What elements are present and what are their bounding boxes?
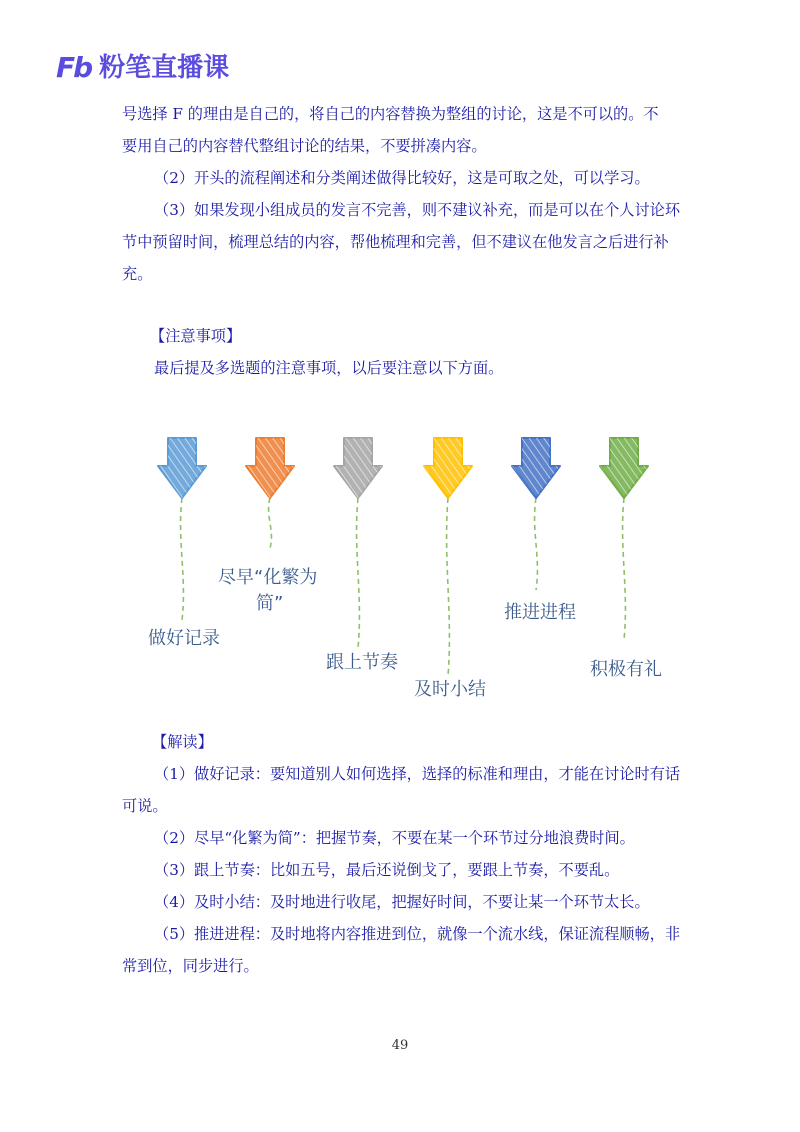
arrow-balloon-6 [590,438,662,680]
arrow-balloon-2 [218,438,317,614]
paragraph-3: （3）如果发现小组成员的发言不完善，则不建议补充，而是可以在个人讨论环节中预留时间，梳理总结的内容，帮他梳理和完善，但不建议在他发言之后进行补充。 [122,201,681,283]
reading-item-4: （4）及时小结：及时地进行收尾，把握好时间，不要让某一个环节太长。 [154,893,650,911]
arrow-hatch [600,438,648,498]
arrow-balloons-figure [120,430,680,710]
brand-name: 粉笔直播课 [99,53,230,83]
arrow-balloon-4 [414,438,486,700]
arrow-label: 积极有礼 [590,659,662,680]
reading-heading: 【解读】 [152,733,213,751]
dashed-string [269,498,272,548]
paragraph-2: （2）开头的流程阐述和分类阐述做得比较好，这是可取之处，可以学习。 [154,169,650,187]
notes-heading: 【注意事项】 [150,327,242,345]
arrow-balloon-3 [326,438,398,673]
dashed-string [181,498,184,620]
reading-item-2: （2）尽早“化繁为简”：把握节奏，不要在某一个环节过分地浪费时间。 [154,829,635,847]
arrow-label: 做好记录 [148,628,220,649]
arrow-hatch [246,438,294,498]
arrow-label: 简” [256,593,284,614]
dashed-string [623,498,626,640]
reading-item-5: （5）推进进程：及时地将内容推进到位，就像一个流水线，保证流程顺畅，非常到位，同步进行。 [122,925,681,975]
paragraph-1-line-2: 要用自己的内容替代整组讨论的结果，不要拼凑内容。 [122,137,487,155]
dashed-string [535,498,538,590]
reading-item-1: （1）做好记录：要知道别人如何选择，选择的标准和理由，才能在讨论时有话可说。 [122,765,681,815]
arrow-label: 及时小结 [414,679,486,700]
reading-item-3: （3）跟上节奏：比如五号，最后还说倒戈了，要跟上节奏，不要乱。 [154,861,620,879]
paragraph-1-line-1: 号选择 F 的理由是自己的，将自己的内容替换为整组的讨论，这是不可以的。不 [122,105,659,123]
arrow-balloon-5 [504,438,576,623]
arrow-hatch [334,438,382,498]
dashed-string [357,498,360,648]
arrow-label: 尽早“化繁为 [218,567,318,588]
arrow-hatch [424,438,472,498]
arrow-label: 跟上节奏 [326,652,398,673]
page-number: 49 [391,1038,409,1053]
dashed-string [447,498,450,676]
fb-logo-icon: Fb [56,51,92,84]
notes-intro: 最后提及多选题的注意事项，以后要注意以下方面。 [154,359,504,377]
page-header [56,50,229,86]
arrow-hatch [158,438,206,498]
arrow-hatch [512,438,560,498]
arrow-label: 推进进程 [504,602,576,623]
arrow-balloon-1 [148,438,220,649]
